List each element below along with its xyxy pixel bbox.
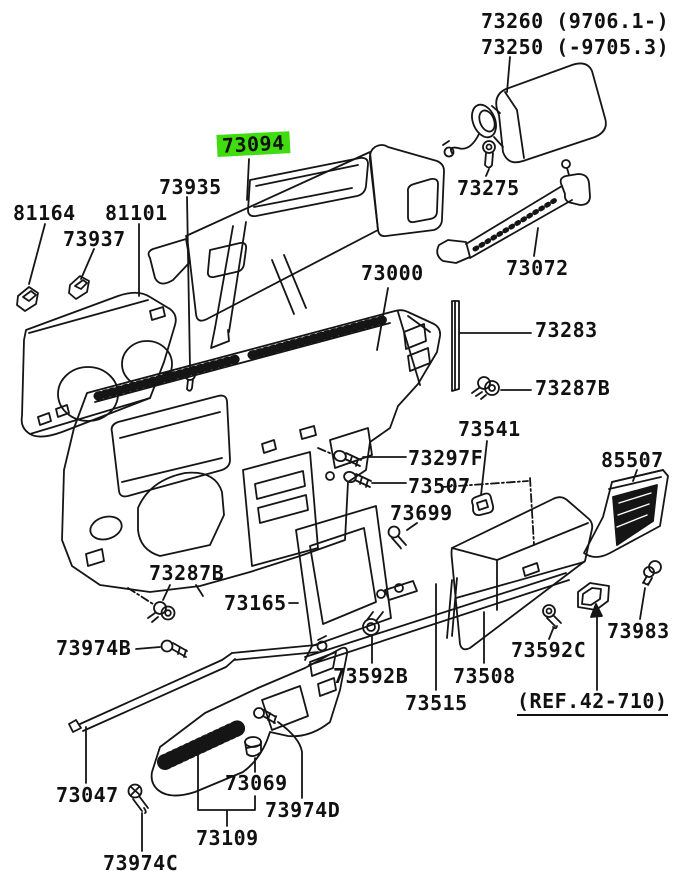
part-label-81164: 81164: [13, 201, 76, 225]
part-label-73275: 73275: [457, 176, 520, 200]
part-label-73507: 73507: [408, 474, 471, 498]
part-label-73974D: 73974D: [265, 798, 341, 822]
part-label-73000: 73000: [361, 261, 424, 285]
part-label-73094: 73094: [216, 131, 290, 157]
part-label-73983: 73983: [607, 619, 670, 643]
part-label-73974B: 73974B: [56, 636, 132, 660]
part-label-73974C: 73974C: [103, 851, 179, 871]
part-label-73069: 73069: [225, 771, 288, 795]
part-label-73541: 73541: [458, 417, 521, 441]
part-label-73515: 73515: [405, 691, 468, 715]
part-label-73109: 73109: [196, 826, 259, 850]
part-label-73287B-right: 73287B: [535, 376, 611, 400]
part-label-73592C: 73592C: [511, 638, 587, 662]
part-label-73935: 73935: [159, 175, 222, 199]
part-label-73592B: 73592B: [333, 664, 409, 688]
part-label-73260: 73260 (9706.1-): [481, 9, 670, 33]
part-label-73165: 73165: [224, 591, 287, 615]
part-label-73283: 73283: [535, 318, 598, 342]
part-label-73287B-left: 73287B: [149, 561, 225, 585]
part-label-73508: 73508: [453, 664, 516, 688]
part-label-73072: 73072: [506, 256, 569, 280]
part-label-73937: 73937: [63, 227, 126, 251]
part-label-85507: 85507: [601, 448, 664, 472]
part-label-73250: 73250 (-9705.3): [481, 35, 670, 59]
part-label-73699: 73699: [390, 501, 453, 525]
part-label-81101: 81101: [105, 201, 168, 225]
part-label-REF-42-710: (REF.42-710): [517, 690, 668, 716]
part-label-73047: 73047: [56, 783, 119, 807]
part-label-73297F: 73297F: [408, 446, 484, 470]
